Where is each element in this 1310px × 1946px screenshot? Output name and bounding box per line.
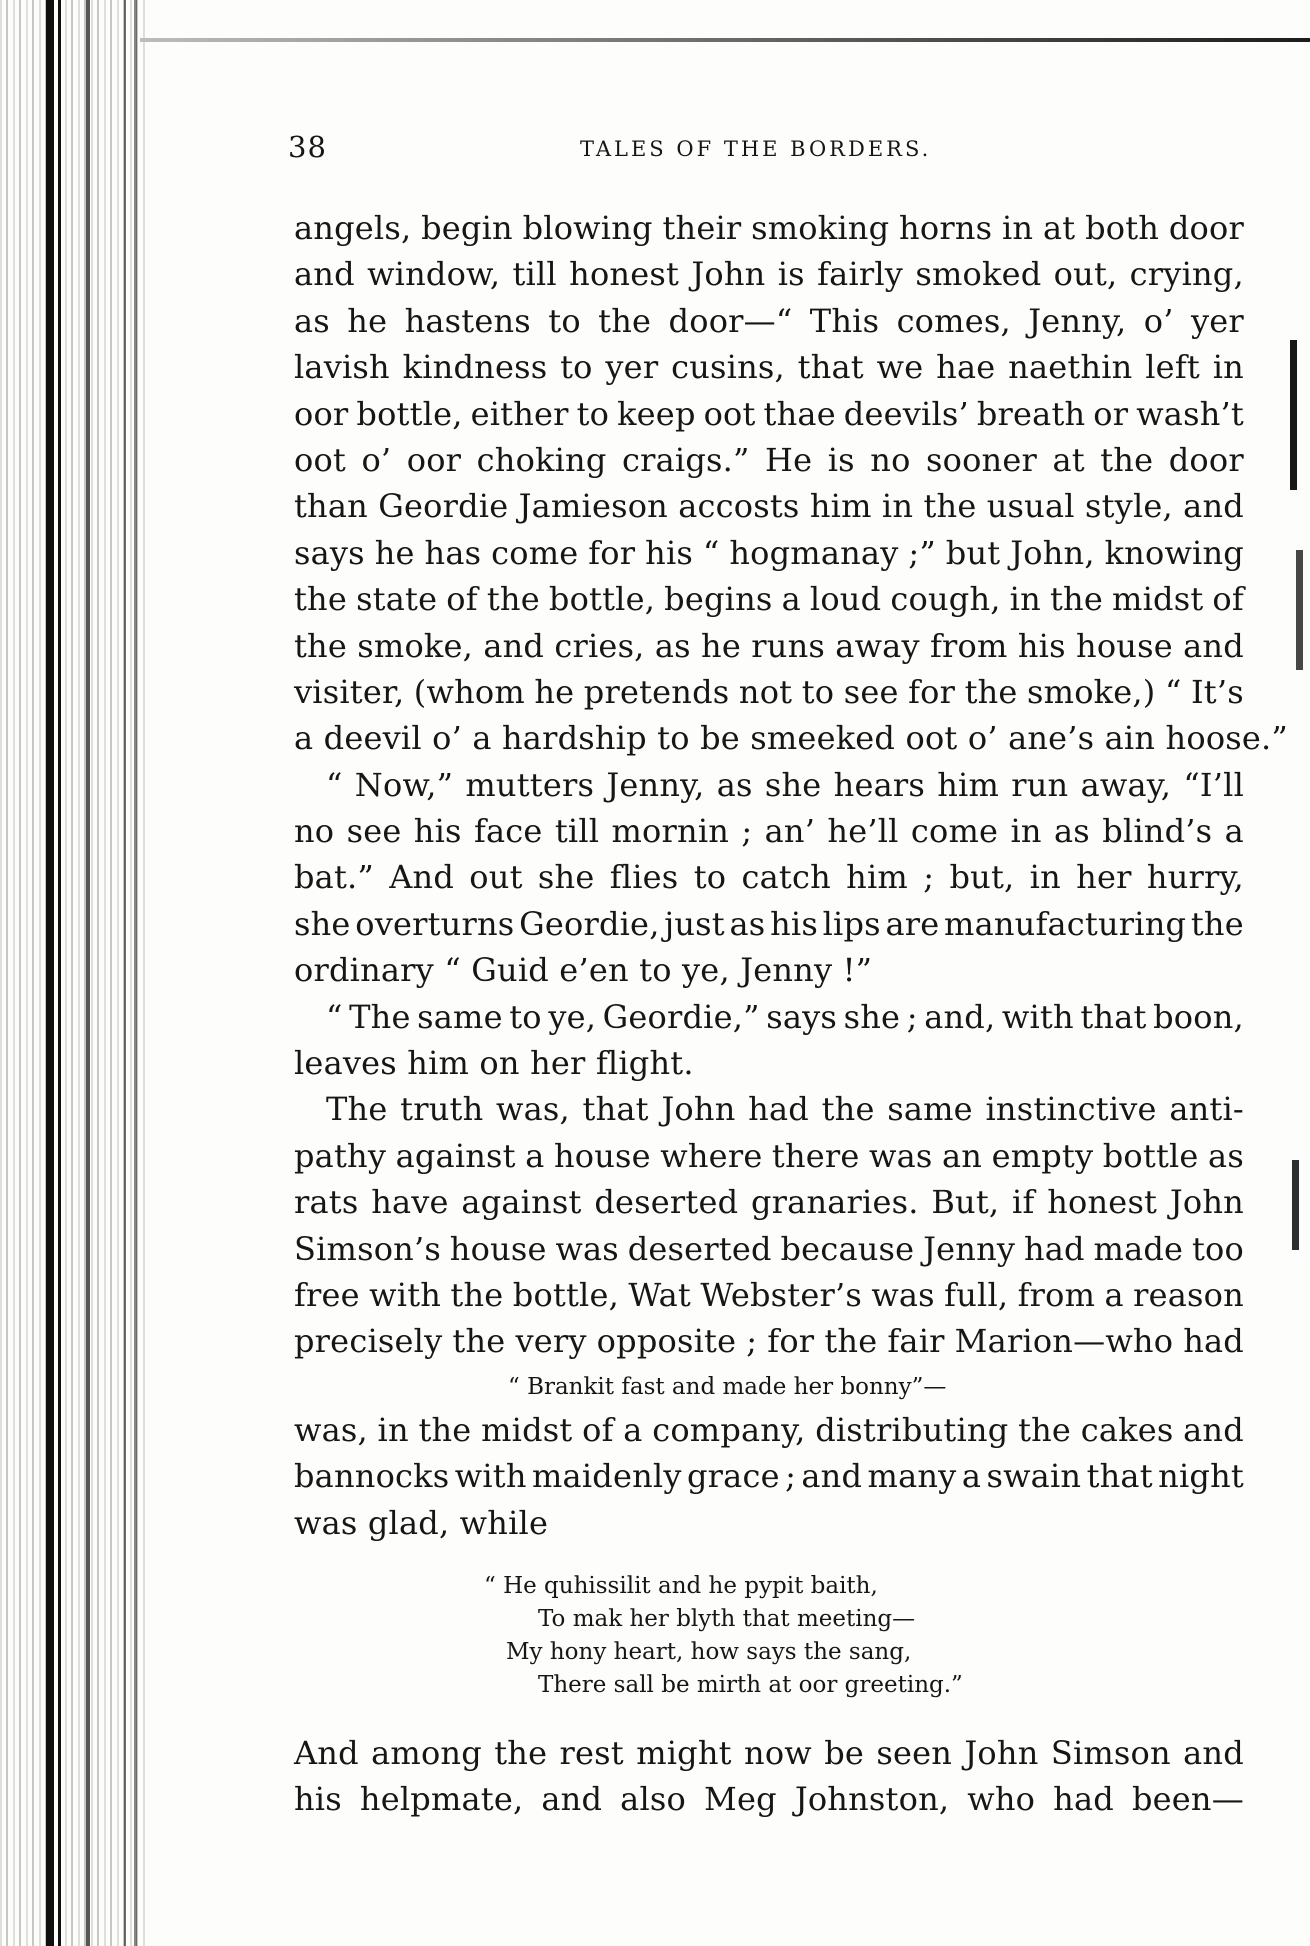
gutter-shadow-bar (86, 0, 90, 1946)
text-line: ordinary “ Guid e’en to ye, Jenny !” (294, 951, 873, 990)
page-right-edge-mark (1296, 550, 1303, 670)
text-line: visiter, (whom he pretends not to see for the smoke,) “ It’s (294, 672, 1244, 711)
text-line: was glad, while (294, 1503, 549, 1542)
running-head: TALES OF THE BORDERS. (580, 137, 932, 161)
gutter-shadow-bar (58, 0, 61, 1946)
text-line: was, in the midst of a company, distributing the cakes and (294, 1410, 1244, 1449)
text-line: she overturns Geordie, just as his lips are manufacturing the (294, 904, 1244, 943)
text-line: “ The same to ye, Geordie,” says she ; and, with that boon, (326, 997, 1244, 1036)
text-line: oor bottle, either to keep oot thae deevils’ breath or wash’t (294, 394, 1244, 433)
text-line: pathy against a house where there was an empty bottle as (294, 1136, 1244, 1175)
gutter-shadow-bar (134, 0, 137, 1946)
verse-stanza (294, 1570, 1244, 1702)
gutter-shadow-bar (124, 0, 126, 1946)
text-line: and window, till honest John is fairly smoked out, crying, (294, 255, 1244, 294)
text-line: And among the rest might now be seen John Simson and (294, 1733, 1244, 1772)
text-line: as he hastens to the door—“ This comes, Jenny, o’ yer (294, 301, 1244, 340)
text-line: angels, begin blowing their smoking horns in at both door (294, 209, 1244, 247)
text-line: the smoke, and cries, as he runs away from his house and (294, 626, 1244, 665)
text-line: rats have against deserted granaries. But, if honest John (294, 1183, 1244, 1222)
text-line: bannocks with maidenly grace ; and many a swain that night (294, 1457, 1244, 1496)
verse-line: My hony heart, how says the sang, (506, 1638, 912, 1665)
page-right-edge-mark (1290, 340, 1297, 490)
text-line: a deevil o’ a hardship to be smeeked oot o’ ane’s ain hoose.” (294, 719, 1288, 758)
text-line: leaves him on her flight. (294, 1044, 694, 1083)
text-line: no see his face till mornin ; an’ he’ll come in as blind’s a (294, 812, 1244, 851)
gutter-shadow-bar (46, 0, 54, 1946)
quoted-verse-line: “ Brankit fast and made her bonny”— (508, 1373, 947, 1400)
text-line: bat.” And out she flies to catch him ; but, in her hurry, (294, 858, 1244, 897)
text-line: precisely the very opposite ; for the fair Marion—who had (294, 1322, 1244, 1361)
text-line: oot o’ oor choking craigs.” He is no sooner at the door (294, 440, 1244, 479)
text-line: free with the bottle, Wat Webster’s was full, from a reason (294, 1275, 1244, 1314)
page-top-edge (140, 38, 1310, 42)
text-line: The truth was, that John had the same instinctive anti- (326, 1090, 1244, 1129)
text-line: lavish kindness to yer cusins, that we hae naethin left in (294, 348, 1244, 387)
text-line: says he has come for his “ hogmanay ;” but John, knowing (294, 533, 1244, 572)
text-line: “ Now,” mutters Jenny, as she hears him run away, “I’ll (326, 765, 1244, 804)
text-line: Simson’s house was deserted because Jenny had made too (294, 1229, 1244, 1268)
verse-line: To mak her blyth that meeting— (538, 1605, 916, 1632)
text-line: than Geordie Jamieson accosts him in the usual style, and (294, 487, 1244, 526)
verse-line: “ He quhissilit and he pypit baith, (484, 1572, 878, 1599)
text-line: his helpmate, and also Meg Johnston, who had been— (294, 1780, 1244, 1819)
page-number: 38 (288, 130, 327, 164)
text-line: the state of the bottle, begins a loud cough, in the midst of (294, 580, 1244, 619)
verse-line: There sall be mirth at oor greeting.” (538, 1671, 963, 1698)
body-text (294, 205, 1288, 1823)
page-right-edge-mark (1292, 1160, 1299, 1250)
